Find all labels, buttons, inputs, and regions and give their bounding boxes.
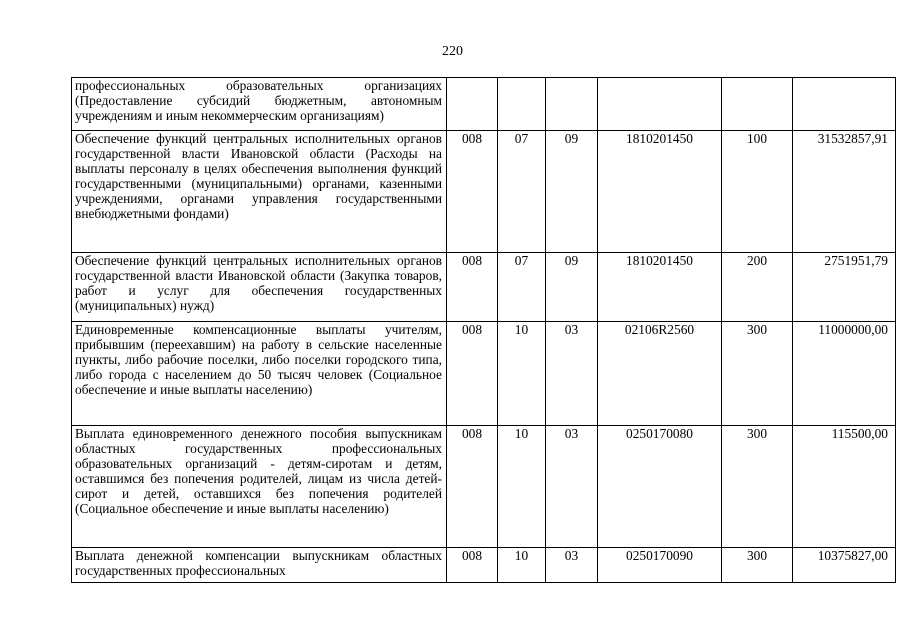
page-number: 220 — [442, 44, 463, 59]
row-subsection-code: 09 — [546, 253, 598, 322]
row-amount: 2751951,79 — [793, 253, 896, 322]
row-grbs-code — [447, 78, 498, 131]
row-target-article: 02106R2560 — [598, 322, 722, 426]
row-target-article: 0250170080 — [598, 426, 722, 548]
row-subsection-code: 03 — [546, 322, 598, 426]
row-description: Единовременные компенсационные выплаты учителям, прибывшим (переехавшим) на работу в сельские населенные пункты, либо рабочие поселки, либо поселки городского типа, либо города с населением до 50 тысяч человек (Социальное обеспечение и иные выплаты населению) — [72, 322, 447, 426]
table-row — [72, 131, 896, 253]
row-amount — [793, 78, 896, 131]
row-expense-type: 300 — [722, 322, 793, 426]
row-description: профессиональных образовательных организациях (Предоставление субсидий бюджетным, автономным учреждениям и иным некоммерческим организациям) — [72, 78, 447, 131]
row-description: Обеспечение функций центральных исполнительных органов государственной власти Ивановской области (Закупка товаров, работ и услуг для обеспечения государственных (муниципальных) нужд) — [72, 253, 447, 322]
row-target-article — [598, 78, 722, 131]
row-expense-type: 300 — [722, 426, 793, 548]
row-subsection-code: 03 — [546, 426, 598, 548]
row-subsection-code: 03 — [546, 548, 598, 583]
row-target-article: 0250170090 — [598, 548, 722, 583]
table-row — [72, 548, 896, 583]
row-section-code — [498, 78, 546, 131]
table-row — [72, 426, 896, 548]
row-expense-type: 100 — [722, 131, 793, 253]
row-expense-type — [722, 78, 793, 131]
row-section-code: 07 — [498, 253, 546, 322]
budget-allocation-table — [71, 77, 896, 583]
row-amount: 11000000,00 — [793, 322, 896, 426]
row-amount: 115500,00 — [793, 426, 896, 548]
row-section-code: 07 — [498, 131, 546, 253]
table-row — [72, 253, 896, 322]
row-grbs-code: 008 — [447, 253, 498, 322]
row-grbs-code: 008 — [447, 426, 498, 548]
row-section-code: 10 — [498, 322, 546, 426]
row-target-article: 1810201450 — [598, 131, 722, 253]
row-grbs-code: 008 — [447, 322, 498, 426]
table-row — [72, 322, 896, 426]
row-expense-type: 300 — [722, 548, 793, 583]
row-section-code: 10 — [498, 426, 546, 548]
row-target-article: 1810201450 — [598, 253, 722, 322]
row-amount: 10375827,00 — [793, 548, 896, 583]
row-subsection-code: 09 — [546, 131, 598, 253]
row-grbs-code: 008 — [447, 548, 498, 583]
row-description: Выплата единовременного денежного пособия выпускникам областных государственных профессиональных образовательных организаций - детям-сиротам и детям, оставшимся без попечения родителей, лицам из числа детей-сирот и детей, оставшихся без попечения родителей (Социальное обеспечение и иные выплаты населению) — [72, 426, 447, 548]
row-amount: 31532857,91 — [793, 131, 896, 253]
row-section-code: 10 — [498, 548, 546, 583]
table-row — [72, 78, 896, 131]
row-description: Обеспечение функций центральных исполнительных органов государственной власти Ивановской области (Расходы на выплаты персоналу в целях обеспечения выполнения функций государственными (муниципальными) органами, казенными учреждениями, органами управления государственными внебюджетными фондами) — [72, 131, 447, 253]
row-subsection-code — [546, 78, 598, 131]
row-grbs-code: 008 — [447, 131, 498, 253]
row-expense-type: 200 — [722, 253, 793, 322]
row-description: Выплата денежной компенсации выпускникам областных государственных профессиональных — [72, 548, 447, 583]
